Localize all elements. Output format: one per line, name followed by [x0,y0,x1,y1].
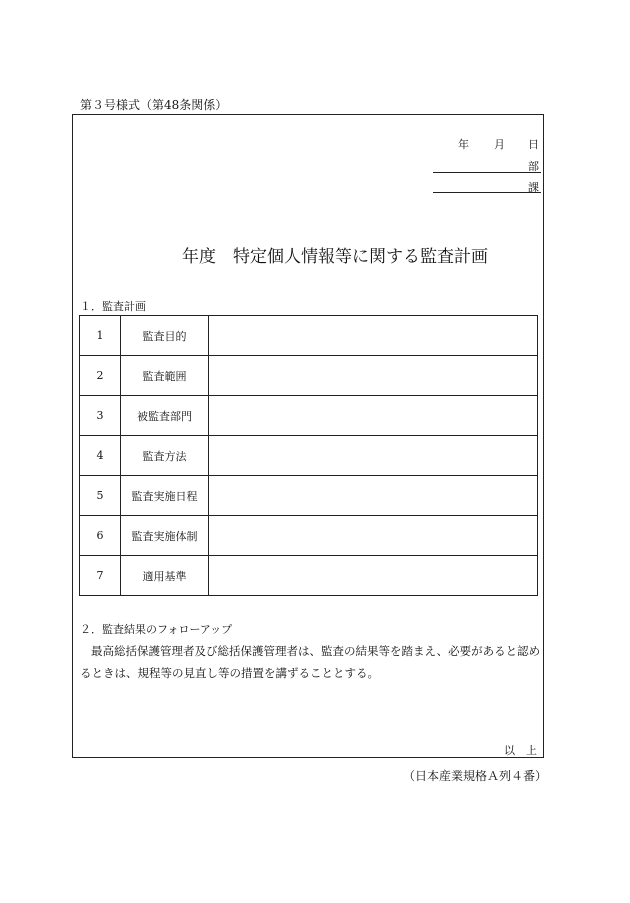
section-heading-audit-plan: １．監査計画 [80,300,146,313]
row-item-label: 適用基準 [121,556,209,596]
date-day-label: 日 [528,138,539,151]
table-row [80,556,538,596]
row-value-cell[interactable] [209,516,538,556]
section-line [433,192,541,193]
table-row [80,436,538,476]
row-value-cell[interactable] [209,356,538,396]
form-number-label: 第３号様式（第48条関係） [80,98,228,112]
row-number: 3 [80,396,121,436]
row-item-label: 被監査部門 [121,396,209,436]
date-year-label: 年 [458,138,469,151]
table-row [80,356,538,396]
department-label: 部 [528,160,539,173]
row-item-label: 監査範囲 [121,356,209,396]
row-number: 1 [80,316,121,356]
row-number: 5 [80,476,121,516]
table-row [80,516,538,556]
table-row [80,316,538,356]
closing-mark: 以 上 [504,744,537,757]
table-row [80,396,538,436]
row-value-cell[interactable] [209,436,538,476]
document-title: 年度 特定個人情報等に関する監査計画 [182,247,488,267]
row-number: 7 [80,556,121,596]
row-number: 2 [80,356,121,396]
row-value-cell[interactable] [209,556,538,596]
row-item-label: 監査実施日程 [121,476,209,516]
table-row [80,476,538,516]
section-heading-follow-up: ２．監査結果のフォローアップ [80,623,233,636]
date-month-label: 月 [494,138,505,151]
row-item-label: 監査方法 [121,436,209,476]
row-value-cell[interactable] [209,396,538,436]
paper-standard-note: （日本産業規格Ａ列４番） [403,769,548,783]
row-number: 6 [80,516,121,556]
row-item-label: 監査実施体制 [121,516,209,556]
section-label: 課 [528,181,539,194]
department-line [433,172,541,173]
row-item-label: 監査目的 [121,316,209,356]
row-number: 4 [80,436,121,476]
follow-up-paragraph: 最高総括保護管理者及び総括保護管理者は、監査の結果等を踏まえ、必要があると認めるときは、規程等の見直し等の措置を講ずることとする。 [80,644,541,680]
audit-plan-table [79,315,538,596]
row-value-cell[interactable] [209,476,538,516]
row-value-cell[interactable] [209,316,538,356]
